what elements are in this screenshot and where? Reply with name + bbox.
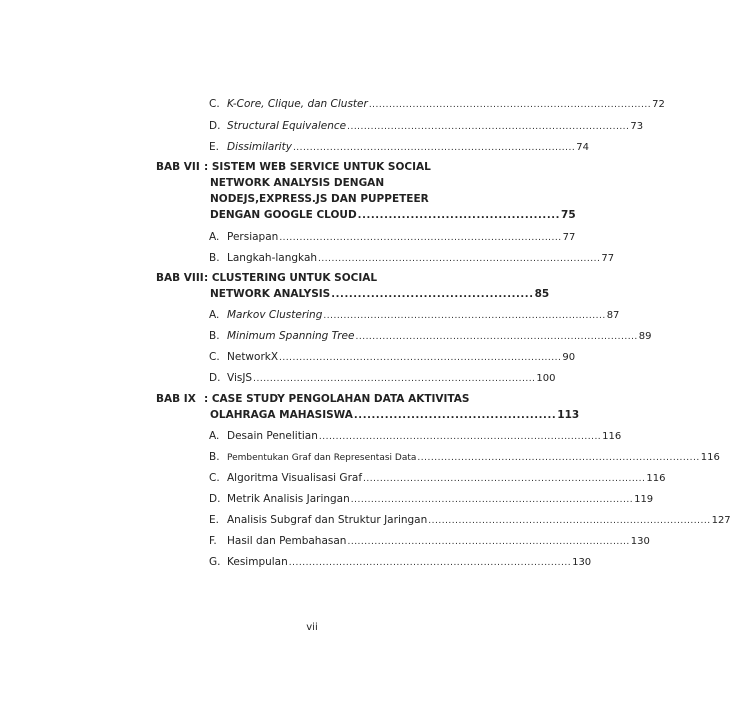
chapter-title-row bbox=[210, 286, 550, 302]
entry-letter: G. bbox=[209, 556, 221, 568]
dot-leader: .................................................................................... bbox=[318, 254, 601, 264]
entry-title: Persiapan bbox=[227, 231, 279, 243]
dot-leader: .................................................................................... bbox=[279, 233, 562, 243]
chapter-label: BAB VIII bbox=[156, 272, 204, 284]
dot-leader: .................................................................................... bbox=[318, 432, 602, 442]
dot-leader: .................................................................................... bbox=[347, 122, 630, 132]
chapter-label: BAB IX bbox=[156, 393, 196, 405]
entry-page: 116 bbox=[602, 431, 622, 442]
dot-leader: .............................................. bbox=[331, 289, 534, 300]
toc-entry bbox=[209, 449, 720, 465]
entry-page: 90 bbox=[562, 352, 576, 363]
dot-leader: .................................................................................... bbox=[350, 495, 634, 505]
chapter-title-line: NETWORK ANALYSIS bbox=[210, 288, 331, 300]
dot-leader: .............................................. bbox=[357, 210, 561, 221]
entry-page: 87 bbox=[606, 310, 620, 321]
entry-letter: A. bbox=[209, 430, 220, 442]
dot-leader: .................................................................................... bbox=[292, 143, 576, 153]
entry-title: VisJS bbox=[227, 372, 253, 384]
toc-entry bbox=[209, 470, 666, 486]
chapter-page: 75 bbox=[561, 209, 576, 221]
entry-page: 100 bbox=[536, 373, 556, 384]
chapter-title-line: NODEJS,EXPRESS.JS DAN PUPPETEER bbox=[210, 193, 429, 205]
toc-entry bbox=[209, 512, 731, 528]
dot-leader: .................................................................................... bbox=[428, 516, 711, 526]
toc-entry bbox=[209, 96, 665, 112]
entry-title: K-Core, Clique, dan Cluster bbox=[227, 98, 368, 110]
toc-entry bbox=[209, 428, 622, 444]
chapter-title-line: : SISTEM WEB SERVICE UNTUK SOCIAL bbox=[204, 161, 431, 173]
entry-page: 89 bbox=[638, 331, 652, 342]
toc-entry bbox=[209, 139, 589, 155]
entry-letter: E. bbox=[209, 141, 219, 153]
entry-letter: B. bbox=[209, 451, 220, 463]
entry-title: Hasil dan Pembahasan bbox=[227, 535, 347, 547]
chapter-title-line: : CLUSTERING UNTUK SOCIAL bbox=[204, 272, 378, 284]
entry-page: 130 bbox=[630, 536, 650, 547]
toc-entry bbox=[209, 250, 615, 266]
chapter-page: 85 bbox=[534, 288, 550, 300]
entry-letter: D. bbox=[209, 493, 221, 505]
toc-entry bbox=[209, 307, 620, 323]
entry-title: Algoritma Visualisasi Graf bbox=[227, 472, 363, 484]
dot-leader: .................................................................................... bbox=[368, 100, 652, 110]
page-number: vii bbox=[306, 622, 318, 633]
chapter-title-line: OLAHRAGA MAHASISWA bbox=[210, 409, 353, 421]
chapter-title-line: NETWORK ANALYSIS DENGAN bbox=[210, 177, 385, 189]
toc-entry bbox=[209, 229, 576, 245]
entry-page: 130 bbox=[572, 557, 592, 568]
entry-page: 73 bbox=[630, 121, 644, 132]
entry-letter: D. bbox=[209, 372, 221, 384]
entry-letter: B. bbox=[209, 252, 220, 264]
dot-leader: .................................................................................... bbox=[347, 537, 630, 547]
chapter-title-row bbox=[210, 207, 576, 223]
dot-leader: .................................................................................... bbox=[355, 332, 638, 342]
entry-letter: B. bbox=[209, 330, 220, 342]
entry-title: Pembentukan Graf dan Representasi Data bbox=[227, 453, 417, 463]
dot-leader: .................................................................................... bbox=[288, 558, 572, 568]
entry-title: Metrik Analisis Jaringan bbox=[227, 493, 350, 505]
entry-title: Markov Clustering bbox=[227, 309, 323, 321]
entry-page: 116 bbox=[646, 473, 666, 484]
toc-entry bbox=[209, 349, 576, 365]
entry-title: Minimum Spanning Tree bbox=[227, 330, 355, 342]
entry-page: 116 bbox=[700, 452, 720, 463]
entry-title: Structural Equivalence bbox=[227, 120, 347, 132]
entry-page: 72 bbox=[652, 99, 665, 110]
entry-letter: C. bbox=[209, 351, 220, 363]
entry-letter: A. bbox=[209, 231, 220, 243]
entry-letter: A. bbox=[209, 309, 220, 321]
entry-title: NetworkX bbox=[227, 351, 279, 363]
entry-page: 127 bbox=[711, 515, 731, 526]
toc-entry bbox=[209, 370, 556, 386]
entry-page: 74 bbox=[576, 142, 589, 153]
dot-leader: .................................................................................... bbox=[417, 453, 700, 463]
entry-page: 77 bbox=[601, 253, 615, 264]
entry-letter: C. bbox=[209, 472, 220, 484]
dot-leader: .................................................................................... bbox=[363, 474, 646, 484]
dot-leader: .............................................. bbox=[353, 410, 557, 421]
chapter-page: 113 bbox=[557, 409, 580, 421]
entry-title: Kesimpulan bbox=[227, 556, 288, 568]
entry-title: Dissimilarity bbox=[227, 141, 292, 153]
dot-leader: .................................................................................... bbox=[323, 311, 606, 321]
dot-leader: .................................................................................... bbox=[279, 353, 562, 363]
entry-page: 77 bbox=[562, 232, 576, 243]
entry-letter: F. bbox=[209, 535, 217, 547]
toc-entry bbox=[209, 491, 654, 507]
chapter-title-line: DENGAN GOOGLE CLOUD bbox=[210, 209, 357, 221]
entry-title: Desain Penelitian bbox=[227, 430, 318, 442]
entry-letter: D. bbox=[209, 120, 221, 132]
entry-title: Langkah-langkah bbox=[227, 252, 318, 264]
entry-page: 119 bbox=[634, 494, 654, 505]
entry-letter: E. bbox=[209, 514, 219, 526]
entry-title: Analisis Subgraf dan Struktur Jaringan bbox=[227, 514, 428, 526]
toc-entry bbox=[209, 328, 652, 344]
toc-entry bbox=[209, 533, 650, 549]
toc-entry bbox=[209, 118, 644, 134]
chapter-title-line: : CASE STUDY PENGOLAHAN DATA AKTIVITAS bbox=[204, 393, 470, 405]
dot-leader: .................................................................................... bbox=[253, 374, 536, 384]
toc-entry bbox=[209, 554, 592, 570]
chapter-title-row bbox=[210, 407, 580, 423]
entry-letter: C. bbox=[209, 98, 220, 110]
chapter-label: BAB VII bbox=[156, 161, 200, 173]
